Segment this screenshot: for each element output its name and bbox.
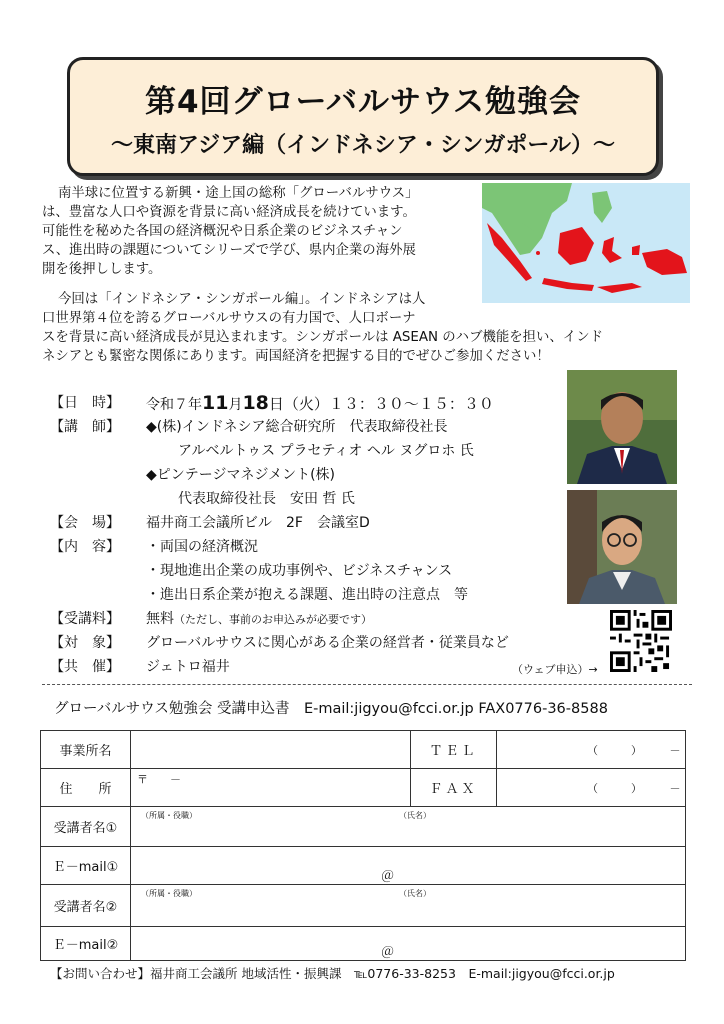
lecturer-1-name: アルベルトゥス プラセティオ ヘル ヌグロホ 氏 [178, 443, 474, 459]
lecturer-2-org: ◆ピンテージマネジメント(株) [146, 467, 335, 483]
content-item: ・進出日系企業が抱える課題、進出時の注意点 等 [146, 587, 468, 603]
content-item: ・現地進出企業の成功事例や、ビジネスチャンス [146, 563, 453, 579]
office-label: 事業所名 [41, 731, 131, 769]
affiliation-note: （所属・役職） [141, 889, 197, 898]
venue-label: 【会 場】 [50, 515, 120, 531]
form-row-email-1 [41, 847, 686, 885]
venue-row [0, 512, 600, 535]
tel-label: ＴＥＬ [411, 731, 497, 769]
email-1-label: Ｅ－mail① [41, 847, 131, 885]
email-2-input[interactable]: ＠ [131, 927, 686, 961]
target-row [0, 632, 600, 655]
page-title: 第4回グローバルサウス勉強会 [144, 84, 582, 120]
venue-value: 福井商工会議所ビル 2F 会議室D [146, 515, 370, 531]
fee-note: （ただし、事前のお申込みが必要です） [174, 613, 372, 626]
form-heading: グローバルサウス勉強会 受講申込書 E-mail:jigyou@fcci.or.jp FAX0776-36-8588 [54, 701, 608, 717]
intro-line: ネシアとも緊密な関係にあります。両国経済を把握する目的でぜひご参加ください！ [42, 349, 550, 364]
date-month: 11 [202, 392, 229, 414]
attendee-2-label: 受講者名② [41, 885, 131, 927]
intro-paragraph-2 [42, 290, 692, 366]
cut-line [42, 684, 692, 685]
contact-footer: 【お問い合わせ】福井商工会議所 地域活性・振興課 ℡0776-33-8253 E-mail:jigyou@fcci.or.jp [50, 966, 615, 981]
name-note: （氏名） [399, 811, 431, 820]
intro-line: 口世界第４位を誇るグローバルサウスの有力国で、人口ボーナ [42, 311, 416, 326]
cohost-label: 【共 催】 [50, 659, 120, 675]
cohost-value: ジェトロ福井 [146, 659, 230, 675]
form-row-address [41, 769, 686, 807]
office-input[interactable] [131, 731, 411, 769]
date-value [146, 392, 494, 417]
date-month-unit: 月 [228, 397, 243, 413]
form-row-office [41, 731, 686, 769]
intro-line: スを背景に高い経済成長が見込まれます。シンガポールは ASEAN のハブ機能を担い、インド [42, 330, 603, 345]
content-row [0, 536, 600, 559]
form-row-attendee-2 [41, 885, 686, 927]
date-row [0, 392, 600, 415]
fee-amount: 無料 [146, 611, 174, 627]
web-apply-label: （ウェブ申込）→ [512, 663, 598, 676]
cohost-row [0, 656, 600, 679]
intro-line: ス、進出時の課題についてシリーズで学び、県内企業の海外展 [42, 243, 416, 258]
email-2-label: Ｅ－mail② [41, 927, 131, 961]
fax-label: ＦＡＸ [411, 769, 497, 807]
intro-line: 開を後押しします。 [42, 262, 162, 277]
lecturer-1-org: ◆(株)インドネシア総合研究所 代表取締役社長 [146, 419, 448, 435]
fee-value [146, 608, 372, 631]
title-box [67, 57, 659, 176]
email-1-input[interactable]: ＠ [131, 847, 686, 885]
intro-line: 可能性を秘めた各国の経済概況や日系企業のビジネスチャン [42, 224, 403, 239]
form-row-email-2 [41, 927, 686, 961]
intro-paragraph-1 [42, 184, 482, 279]
address-label: 住 所 [41, 769, 131, 807]
intro-line: は、豊富な人口や資源を背景に高い経済成長を続けています。 [42, 205, 416, 220]
address-input[interactable]: 〒 － [131, 769, 411, 807]
content-label: 【内 容】 [50, 539, 120, 555]
intro-line: 今回は「インドネシア・シンガポール編」。インドネシアは人 [58, 292, 426, 307]
fee-row [0, 608, 600, 631]
qr-code[interactable] [610, 610, 672, 672]
intro-line: 南半球に位置する新興・途上国の総称「グローバルサウス」 [58, 186, 419, 201]
attendee-1-input[interactable] [131, 807, 686, 847]
lecturer-label: 【講 師】 [50, 419, 120, 435]
date-day: 18 [242, 392, 269, 414]
target-label: 【対 象】 [50, 635, 120, 651]
southeast-asia-map [482, 183, 690, 303]
fax-input[interactable]: （ ） － [497, 769, 686, 807]
name-note: （氏名） [399, 889, 431, 898]
target-value: グローバルサウスに関心がある企業の経営者・従業員など [146, 635, 509, 651]
date-label: 【日 時】 [50, 395, 120, 411]
fee-label: 【受講料】 [50, 611, 120, 627]
lecturer-2-name: 代表取締役社長 安田 哲 氏 [178, 491, 355, 507]
tel-input[interactable]: （ ） － [497, 731, 686, 769]
date-time: 日（火）１３：３０～１５：３０ [268, 395, 494, 413]
date-era: 令和７年 [146, 397, 202, 413]
form-row-attendee-1 [41, 807, 686, 847]
lecturer-row [0, 416, 600, 439]
attendee-1-label: 受講者名① [41, 807, 131, 847]
attendee-2-input[interactable] [131, 885, 686, 927]
affiliation-note: （所属・役職） [141, 811, 197, 820]
content-item: ・両国の経済概況 [146, 539, 258, 555]
page-subtitle: ～東南アジア編（インドネシア・シンガポール）～ [111, 133, 615, 158]
application-form [40, 730, 686, 961]
